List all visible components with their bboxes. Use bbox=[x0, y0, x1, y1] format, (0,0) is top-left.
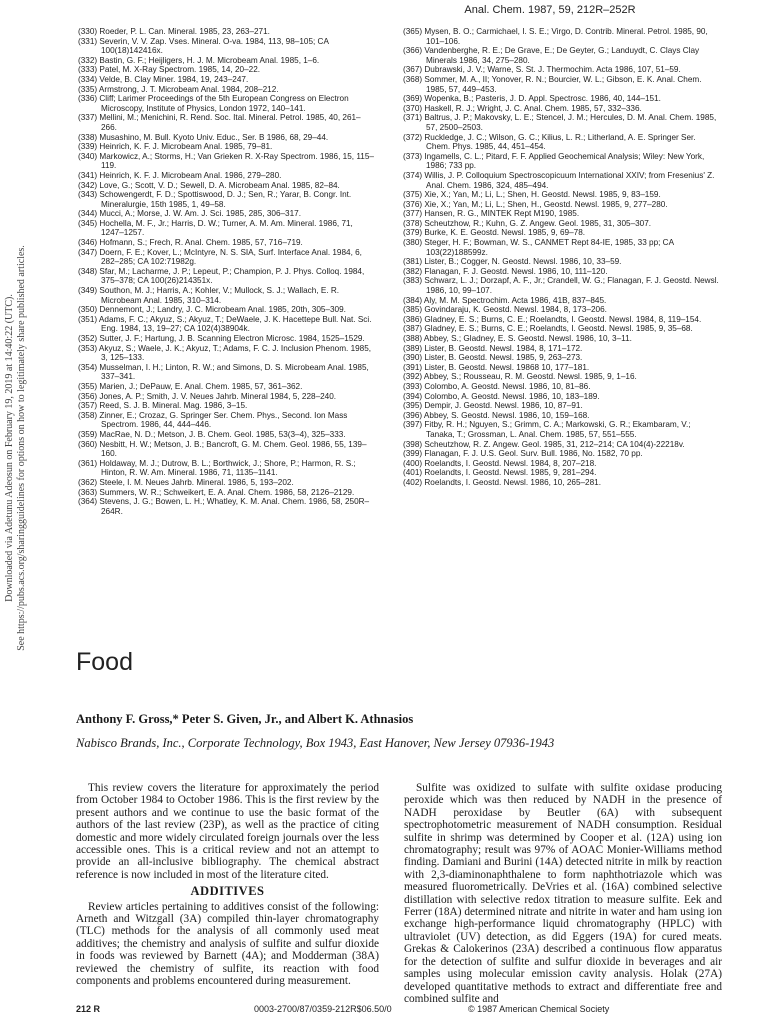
reference-entry: (337) Mellini, M.; Menichini, R. Rend. Soc. Ital. Mineral. Petrol. 1985, 40, 261–266. bbox=[78, 113, 361, 132]
reference-entry: (347) Doern, F. E.; Kover, L.; McIntyre, N. S. SIA, Surf. Interface Anal. 1984, 6, 282–285; CA 102:71982g. bbox=[78, 247, 362, 267]
reference-entry: (344) Mucci, A.; Morse, J. W. Am. J. Sci. 1985, 285, 306–317. bbox=[78, 209, 301, 219]
reference-entry: (395) Dempir, J. Geostd. Newsl. 1986, 10, 87–91. bbox=[403, 401, 583, 411]
reference-entry: (358) Zinner, E.; Crozaz, G. Springer Ser. Chem. Phys., Second. Ion Mass Spectrom. 1986, 44, 444–446. bbox=[78, 410, 348, 430]
reference-entry: (360) Nesbitt, H. W.; Metson, J. B.; Bancroft, G. M. Chem. Geol. 1986, 55, 139–160. bbox=[78, 439, 367, 459]
reference-entry: (364) Stevens, J. G.; Bowen, L. H.; Whatley, K. M. Anal. Chem. 1986, 58, 250R–264R. bbox=[78, 497, 370, 516]
reference-entry: (349) Southon, M. J.; Harris, A.; Kohler, V.; Mullock, S. J.; Wallach, E. R. Microbeam Anal. 1985, 310–314. bbox=[78, 286, 340, 305]
reference-entry: (380) Steger, H. F.; Bowman, W. S., CANMET Rept 84-IE, 1985, 33 pp; CA 103(22)188599z. bbox=[403, 238, 674, 257]
reference-entry: (338) Musashino, M. Bull. Kyoto Univ. Educ., Ser. B 1986, 68, 29–44. bbox=[78, 132, 329, 142]
reference-entry: (389) Lister, B. Geostd. Newsl. 1984, 8, 171–172. bbox=[403, 343, 583, 353]
reference-entry: (356) Jones, A. P.; Smith, J. V. Neues Jahrb. Mineral 1984, 5, 228–240. bbox=[78, 391, 337, 401]
reference-entry: (384) Aly, M. M. Spectrochim. Acta 1986, 41B, 837–845. bbox=[403, 295, 607, 305]
reference-entry: (377) Hansen, R. G., MINTEK Rept M190, 1985. bbox=[403, 209, 580, 219]
sulfite-paragraph: Sulfite was oxidized to sulfate with sulfite oxidase producing peroxide which was then reduced by NADH in the presence of NADH peroxidase by Beutler (6A) with subsequent spectrophotometric measurement of NADH consumption. Residual sulfite in shrimp was determined by Cooper et al. (12A) using ion chromatography; result was 97% of AOAC Monier-Williams method finding. Damiani and Burini (14A) detected nitrite in milk by reaction with 2,3-diaminonaphthalene to form naphthotriazole which was measured fluorometrically. DeVries et al. (16A) combined selective distillation with selective redox titration to measure sulfite. Eek and Ferrer (18A) determined nitrate and nitrite in water and ham using ion exchange high-performance liquid chromatography (HPLC) with ultraviolet (UV) detection, as did Eggers (19A) for cured meats. Grekas & Calokerinos (23A) described a continuous flow apparatus for the detection of sulfite and sulfur dioxide in beverages and air samples using molecular emission cavity analysis. Holak (27A) developed quantitative methods to extract and differentiate free and combined sulfite and bbox=[404, 782, 722, 1005]
reference-entry: (370) Haskell, R. J.; Wright, J. C. Anal. Chem. 1985, 57, 332–336. bbox=[403, 103, 642, 113]
reference-entry: (381) Lister, B.; Cogger, N. Geostd. Newsl. 1986, 10, 33–59. bbox=[403, 257, 622, 267]
reference-entry: (340) Markowicz, A.; Storms, H.; Van Grieken R. X-Ray Spectrom. 1986, 15, 115–119. bbox=[78, 151, 374, 171]
page-number: 212 R bbox=[76, 1004, 101, 1014]
copyright-notice: © 1987 American Chemical Society bbox=[468, 1004, 610, 1014]
reference-entry: (334) Velde, B. Clay Miner. 1984, 19, 243–247. bbox=[78, 74, 249, 84]
reference-entry: (400) Roelandts, I. Geostd. Newsl. 1984, 8, 207–218. bbox=[403, 458, 597, 468]
reference-entry: (365) Mysen, B. O.; Carmichael, I. S. E.; Virgo, D. Contrib. Mineral. Petrol. 1985, 90, 101–106. bbox=[403, 27, 708, 46]
reference-entry: (336) Cliff; Larimer Proceedings of the 5th European Congress on Electron Microscopy, Institute of Physics, London 1972, 140–141. bbox=[78, 94, 349, 113]
reference-entry: (369) Wopenka, B.; Pasteris, J. D. Appl. Spectrosc. 1986, 40, 144–151. bbox=[403, 94, 661, 104]
section-title: Food bbox=[76, 648, 133, 676]
reference-entry: (396) Abbey, S. Geostd. Newsl. 1986, 10, 159–168. bbox=[403, 410, 590, 420]
reference-list-left bbox=[78, 27, 376, 516]
affiliation-line: Nabisco Brands, Inc., Corporate Technology, Box 1943, East Hanover, New Jersey 07936-1943 bbox=[76, 736, 555, 750]
reference-entry: (348) Sfar, M.; Lacharme, J. P.; Lepeut, P.; Champion, P. J. Phys. Colloq. 1984, 375–378; CA 100(26)214351x. bbox=[78, 266, 365, 286]
reference-entry: (350) Dennemont, J.; Landry, J. C. Microbeam Anal. 1985, 20th, 305–309. bbox=[78, 305, 346, 315]
reference-entry: (361) Holdaway, M. J.; Dutrow, B. L.; Borthwick, J.; Shore, P.; Harmon, R. S.; Hinton, R. W. Am. Mineral. 1986, 71, 1135–1141. bbox=[78, 458, 356, 478]
reference-entry: (391) Lister, B. Geostd. Newsl. 19868 10, 177–181. bbox=[403, 362, 590, 372]
reference-entry: (393) Colombo, A. Geostd. Newsl. 1986, 10, 81–86. bbox=[403, 381, 591, 391]
reference-entry: (394) Colombo, A. Geostd. Newsl. 1986, 10, 183–189. bbox=[403, 391, 600, 401]
reference-entry: (335) Armstrong, J. T. Microbeam Anal. 1984, 208–212. bbox=[78, 84, 279, 94]
reference-entry: (342) Love, G.; Scott, V. D.; Sewell, D. A. Microbeam Anal. 1985, 82–84. bbox=[78, 180, 340, 190]
reference-entry: (346) Hofmann, S.; Frech, R. Anal. Chem. 1985, 57, 716–719. bbox=[78, 238, 303, 248]
reference-entry: (354) Musselman, I. H.; Linton, R. W.; and Simons, D. S. Microbeam Anal. 1985, 337–341. bbox=[78, 362, 369, 382]
reference-entry: (398) Scheutzhow, R. Z. Angew. Geol. 1985, 31, 212–214; CA 104(4)-22218v. bbox=[403, 439, 685, 449]
reference-entry: (376) Xie, X.; Yan, M.; Li, L.; Shen, H., Geostd. Newsl. 1985, 9, 277–280. bbox=[403, 199, 668, 209]
reference-entry: (383) Schwarz, L. J.; Dorzapf, A. F., Jr.; Crandell, W. G.; Flanagan, F. J. Geostd. Newsl. 1986, 10, 99–107. bbox=[403, 276, 719, 296]
reference-entry: (387) Gladney, E. S.; Burns, C. E.; Roelandts, I. Geostd. Newsl. 1985, 9, 35–68. bbox=[403, 324, 693, 334]
reference-entry: (331) Severin, V. V. Zap. Vses. Mineral. O-va. 1984, 113, 98–105; CA 100(18)142416x. bbox=[78, 36, 329, 56]
reference-entry: (371) Baltrus, J. P.; Makovsky, L. E.; Stencel, J. M.; Hercules, D. M. Anal. Chem. 1985, 57, 2500–2503. bbox=[403, 113, 717, 132]
reference-entry: (357) Reed, S. J. B. Mineral. Mag. 1986, 3–15. bbox=[78, 401, 248, 411]
reference-entry: (330) Roeder, P. L. Can. Mineral. 1985, 23, 263–271. bbox=[78, 27, 270, 36]
reference-entry: (397) Fitby, R. H.; Nguyen, S.; Grimm, C. A.; Markowski, G. R.; Ekambaram, V.; Tanaka, T.; Grossman, L. Anal. Chem. 1985, 57, 551–555. bbox=[403, 420, 691, 439]
reference-entry: (351) Adams, F. C.; Akyuz, S.; Akyuz, T.; DeWaele, J. K. Hacettepe Bull. Nat. Sci. Eng. 1984, 13, 19–27; CA 102(4)38904k. bbox=[78, 314, 372, 334]
body-column-right bbox=[404, 782, 722, 1005]
reference-entry: (378) Scheutzhow, R.; Kuhn, G. Z. Angew. Geol. 1985, 31, 305–307. bbox=[403, 218, 652, 228]
additives-paragraph: Review articles pertaining to additives consist of the following: Arneth and Witzgall (3A) compiled thin-layer chromatography (TLC) methods for the analysis of all commonly used meat additives; the chemistry and analysis of sulfite and sulfur dioxide in foods was reviewed by Barnett (4A); and Modderman (38A) reviewed the chemistry of sulfite, its reaction with food components and problems encountered during measurement. bbox=[76, 900, 379, 988]
reference-entry: (401) Roelandts, I. Geostd. Newsl. 1985, 9, 281–294. bbox=[403, 468, 597, 478]
reference-entry: (333) Patel, M. X-Ray Spectrom. 1985, 14, 20–22. bbox=[78, 65, 261, 75]
download-margin-note bbox=[4, 132, 28, 764]
reference-entry: (363) Summers, W. R.; Schweikert, E. A. Anal. Chem. 1986, 58, 2126–2129. bbox=[78, 487, 355, 497]
body-column-left bbox=[76, 782, 379, 988]
reference-entry: (390) Lister, B. Geostd. Newsl. 1985, 9, 263–273. bbox=[403, 353, 583, 363]
author-line: Anthony F. Gross,* Peter S. Given, Jr., and Albert K. Athnasios bbox=[76, 712, 414, 726]
running-head: Anal. Chem. 1987, 59, 212R–252R bbox=[464, 4, 636, 16]
reference-entry: (343) Schowengerdt, F. D.; Spottiswood, D. J.; Sen, R.; Yarar, B. Congr. Int. Mineralurgie, 15th 1985, 1, 49–58. bbox=[78, 190, 352, 209]
reference-entry: (388) Abbey, S.; Gladney, E. S. Geostd. Newsl. 1986, 10, 3–11. bbox=[403, 334, 632, 343]
reference-entry: (353) Akyuz, S.; Waele, J. K.; Akyuz, T.; Adams, F. C. J. Inclusion Phenom. 1985, 3, 125–133. bbox=[78, 343, 372, 363]
reference-list-right bbox=[403, 27, 721, 488]
reference-entry: (382) Flanagan, F. J. Geostd. Newsl. 1986, 10, 111–120. bbox=[403, 266, 608, 276]
reference-entry: (341) Heinrich, K. F. J. Microbeam Anal. 1986, 279–280. bbox=[78, 170, 282, 180]
reference-entry: (385) Govindaraju, K. Geostd. Newsl. 1984, 8, 173–206. bbox=[403, 305, 607, 315]
reference-entry: (402) Roelandts, I. Geostd. Newsl. 1986, 10, 265–281. bbox=[403, 477, 601, 487]
intro-paragraph: This review covers the literature for approximately the period from October 1984 to October 1986. This is the first review by the present authors and we continue to use the basic format of the authors of the last review (23P), as well as the practice of citing domestic and more widely circulated foreign journals over the less accessible ones. This is a critical review and not an attempt to provide an all-inclusive bibliography. The chemical abstract reference is now included in most of the literature cited. bbox=[76, 782, 379, 881]
reference-entry: (386) Gladney, E. S.; Burns, C. E.; Roelandts, I. Geostd. Newsl. 1984, 8, 119–154. bbox=[403, 314, 702, 324]
reference-entry: (367) Dubrawski, J. V.; Warne, S. St. J. Thermochim. Acta 1986, 107, 51–59. bbox=[403, 65, 681, 75]
reference-entry: (374) Willis, J. P. Colloquium Spectroscopicuum International XXIV; from Fresenius' Z. Anal. Chem. 1986, 324, 485–494. bbox=[403, 170, 715, 190]
margin-note-line-2: See https://pubs.acs.org/sharingguidelines for options on how to legitimately share published articles. bbox=[16, 245, 27, 651]
reference-entry: (345) Hochella, M. F., Jr.; Harris, D. W.; Turner, A. M. Am. Mineral. 1986, 71, 1247–1257. bbox=[78, 218, 353, 238]
reference-entry: (366) Vandenberghe, R. E.; De Grave, E.; De Geyter, G.; Landuydt, C. Clays Clay Minerals 1986, 34, 275–280. bbox=[403, 46, 700, 65]
reference-entry: (399) Flanagan, F. J. U.S. Geol. Surv. Bull. 1986, No. 1582, 70 pp. bbox=[403, 449, 643, 459]
article-code: 0003-2700/87/0359-212R$06.50/0 bbox=[254, 1004, 392, 1014]
reference-entry: (352) Sutter, J. F.; Hartung, J. B. Scanning Electron Microsc. 1984, 1525–1529. bbox=[78, 334, 365, 343]
margin-note-line-1: Downloaded via Adetunu Adeosun on February 19, 2019 at 14:40:22 (UTC). bbox=[4, 294, 15, 602]
reference-entry: (355) Marien, J.; DePauw, E. Anal. Chem. 1985, 57, 361–362. bbox=[78, 381, 303, 391]
reference-entry: (339) Heinrich, K. F. J. Microbeam Anal. 1985, 79–81. bbox=[78, 142, 273, 152]
reference-entry: (368) Sommer, M. A., II; Yonover, R. N.; Bourcier, W. L.; Gibson, E. K. Anal. Chem. 1985, 57, 449–453. bbox=[403, 74, 702, 94]
reference-entry: (372) Ruckledge, J. C.; Wilson, G. C.; Kilius, L. R.; Litherland, A. E. Springer Ser. Chem. Phys. 1985, 44, 451–454. bbox=[403, 132, 696, 152]
additives-heading: ADDITIVES bbox=[190, 884, 265, 899]
reference-entry: (359) MacRae, N. D.; Metson, J. B. Chem. Geol. 1985, 53(3–4), 325–333. bbox=[78, 429, 346, 439]
reference-entry: (332) Bastin, G. F.; Heijligers, H. J. M. Microbeam Anal. 1985, 1–6. bbox=[78, 55, 320, 65]
reference-entry: (373) Ingamells, C. L.; Pitard, F. F. Applied Geochemical Analysis; Wiley: New York, 1986; 733 pp. bbox=[403, 151, 705, 171]
reference-entry: (392) Abbey, S.; Rousseau, R. M. Geostd. Newsl. 1985, 9, 1–16. bbox=[403, 372, 637, 382]
reference-entry: (379) Burke, K. E. Geostd. Newsl. 1985, 9, 69–78. bbox=[403, 228, 586, 238]
reference-entry: (362) Steele, I. M. Neues Jahrb. Mineral. 1986, 5, 193–202. bbox=[78, 477, 294, 487]
reference-entry: (375) Xie, X.; Yan, M.; Li, L.; Shen, H. Geostd. Newsl. 1985, 9, 83–159. bbox=[403, 190, 661, 200]
